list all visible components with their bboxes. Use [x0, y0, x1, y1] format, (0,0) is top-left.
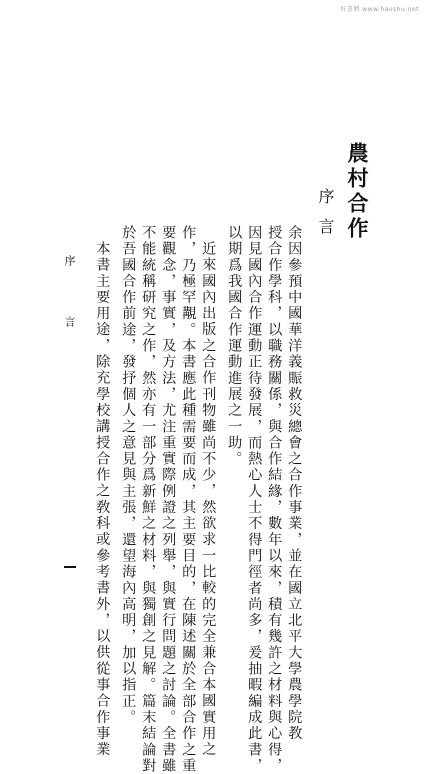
body-column: 授合作學科，以職務關係，與合作結緣，數年以來，積有幾許之材料與心得，: [266, 225, 283, 774]
body-column: 於吾國合作前途，發抒個人之意見與主張，還望海內高明，加以指正。: [120, 225, 137, 726]
margin-label: 序: [63, 255, 76, 266]
body-column: 近來國內出版之合作刊物雖尚不少，然欲求一比較的完全兼合本國實用之: [200, 241, 217, 758]
book-title: 農村合作: [345, 142, 370, 242]
page-number-mark: [64, 566, 76, 568]
body-column: 要觀念，事實，及方法，尤注重實際例證之列舉，與實行問題之討論。全書雖: [160, 225, 177, 774]
body-column: 本書主要用途，除充學校講授合作之敎科或參考書外，以供從事合作事業: [94, 241, 111, 758]
section-heading: 序言: [316, 188, 335, 248]
body-column: 因見國內合作運動正待發展，而熱心人士不得門徑者尚多，爰抽暇編成此書，: [246, 225, 263, 774]
body-column: 作，乃極罕覯。本書應此種需要而成，其主要目的，在陳述關於全部合作之重: [180, 225, 197, 774]
watermark: 好書網 www.haoshu.net: [340, 6, 419, 13]
body-column: 余因參預中國華洋義賑救災總會之合作事業，並在國立北平大學農學院教: [286, 225, 303, 742]
body-column: 以期爲我國合作運動進展之一助。: [226, 225, 243, 468]
margin-sub-label: 言: [63, 316, 76, 327]
body-column: 不能統稱研究之作，然亦有一部分爲新鮮之材料，與獨創之見解。篇末結論對: [140, 225, 157, 774]
